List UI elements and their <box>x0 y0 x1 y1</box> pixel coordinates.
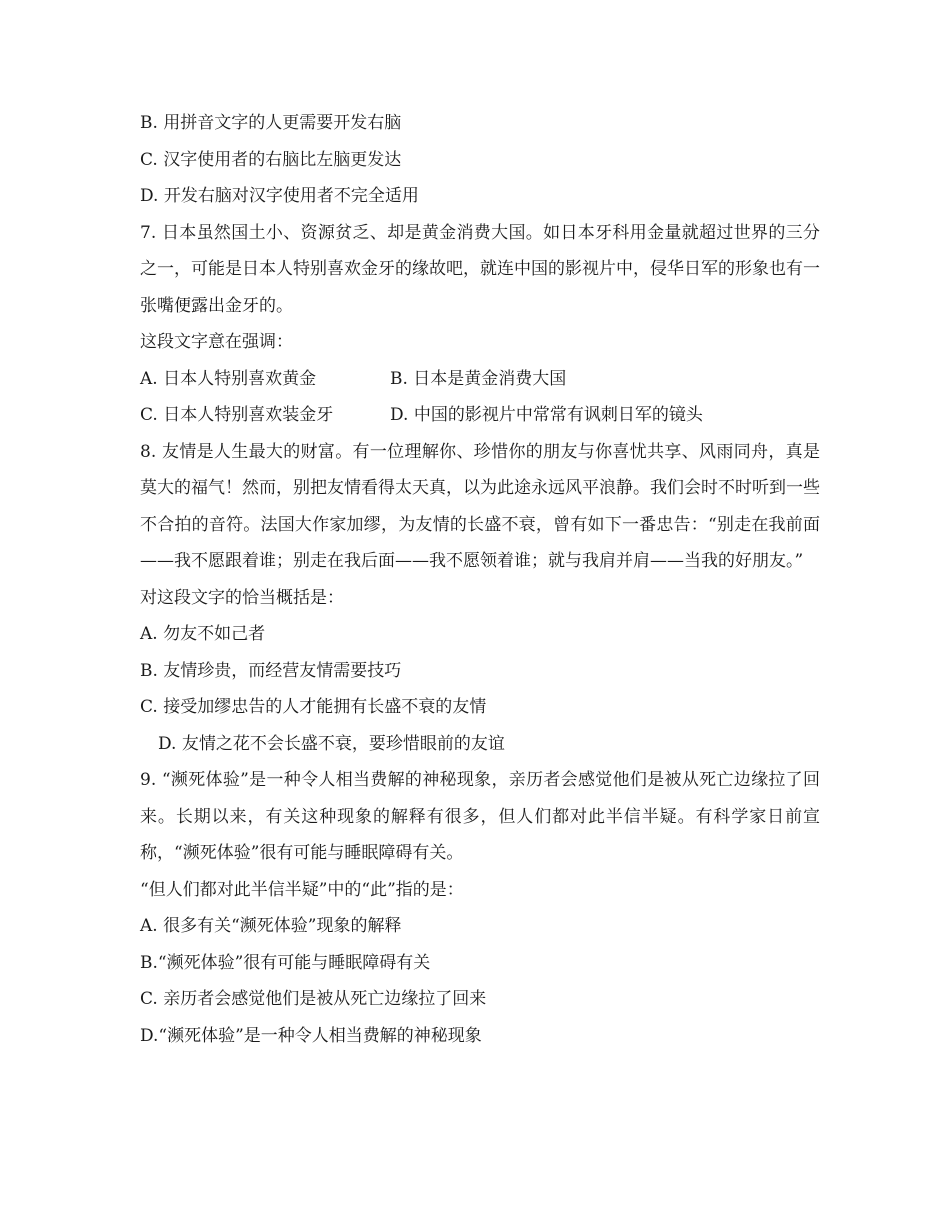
q7-prompt: 这段文字意在强调： <box>140 332 293 352</box>
q6-option-b: B. 用拼音文字的人更需要开发右脑 <box>140 113 402 133</box>
q8-prompt: 对这段文字的恰当概括是： <box>140 587 344 608</box>
q9-option-a: A. 很多有关“濒死体验”现象的解释 <box>140 916 402 936</box>
q7-option-c: C. 日本人特别喜欢装金牙 <box>140 405 334 425</box>
q9-prompt: “但人们都对此半信半疑”中的“此”指的是： <box>140 879 464 900</box>
q9-option-d: D.“濒死体验”是一种令人相当费解的神秘现象 <box>140 1025 482 1046</box>
q8-option-b: B. 友情珍贵，而经营友情需要技巧 <box>140 660 402 681</box>
document-body <box>140 105 820 1054</box>
q8-option-d: D. 友情之花不会长盛不衰，要珍惜眼前的友谊 <box>158 733 505 754</box>
q9-option-b: B.“濒死体验”很有可能与睡眠障碍有关 <box>140 952 431 973</box>
q7-option-a: A. 日本人特别喜欢黄金 <box>140 368 317 389</box>
q7-option-d: D. 中国的影视片中常常有讽刺日军的镜头 <box>390 405 703 425</box>
q8-option-c: C. 接受加缪忠告的人才能拥有长盛不衰的友情 <box>140 697 487 717</box>
q7-option-b: B. 日本是黄金消费大国 <box>390 368 567 389</box>
q7-options-row-2 <box>140 397 820 434</box>
q7-options-row-1 <box>140 361 820 398</box>
q9-option-c: C. 亲历者会感觉他们是被从死亡边缘拉了回来 <box>140 989 487 1009</box>
q7-passage: 7. 日本虽然国土小、资源贫乏、却是黄金消费大国。如日本牙科用金量就超过世界的三分之一，可能是日本人特别喜欢金牙的缘故吧，就连中国的影视片中，侵华日军的形象也有一张嘴便露出金牙的。 <box>140 222 820 316</box>
q6-option-d: D. 开发右脑对汉字使用者不完全适用 <box>140 186 419 206</box>
q6-option-c: C. 汉字使用者的右脑比左脑更发达 <box>140 149 402 170</box>
q9-passage: 9. “濒死体验”是一种令人相当费解的神秘现象，亲历者会感觉他们是被从死亡边缘拉了回来。长期以来，有关这种现象的解释有很多，但人们都对此半信半疑。有科学家日前宣称，“濒死体验”很有可能与睡眠障碍有关。 <box>140 770 820 863</box>
q8-passage: 8. 友情是人生最大的财富。有一位理解你、珍惜你的朋友与你喜忧共享、风雨同舟，真是莫大的福气！然而，别把友情看得太天真，以为此途永远风平浪静。我们会时不时听到一些不合拍的音符。法国大作家加缪，为友情的长盛不衰，曾有如下一番忠告：“别走在我前面——我不愿跟着谁；别走在我后面——我不愿领着谁；就与我肩并肩——当我的好朋友。” <box>140 441 820 571</box>
q8-option-a: A. 勿友不如己者 <box>140 624 266 644</box>
